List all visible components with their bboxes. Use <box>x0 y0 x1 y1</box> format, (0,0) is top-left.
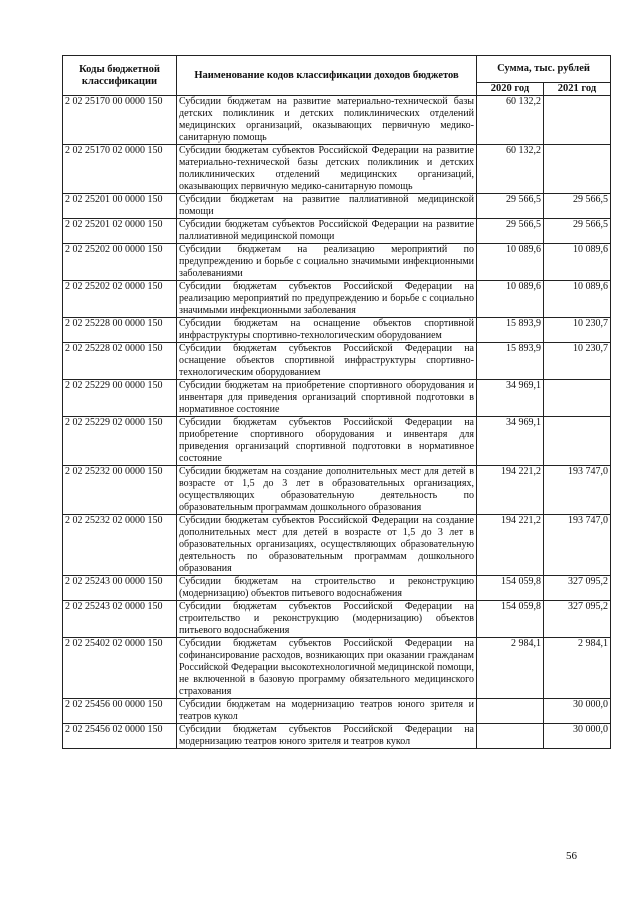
header-codes: Коды бюджетной классификации <box>63 56 177 96</box>
amount-2020-cell: 34 969,1 <box>477 417 544 466</box>
header-year-2021: 2021 год <box>544 83 611 96</box>
name-cell: Субсидии бюджетам субъектов Российской Федерации на софинансирование расходов, возникающих при оказании гражданам Российской Федерации высокотехнологичной медицинской помощи, не включенной в базовую программу обязательного медицинского страхования <box>177 638 477 699</box>
table-row <box>63 318 611 343</box>
amount-2020-cell: 29 566,5 <box>477 219 544 244</box>
table-row <box>63 244 611 281</box>
code-cell: 2 02 25170 00 0000 150 <box>63 96 177 145</box>
header-sum: Сумма, тыс. рублей <box>477 56 611 83</box>
amount-2021-cell <box>544 96 611 145</box>
code-cell: 2 02 25456 00 0000 150 <box>63 699 177 724</box>
amount-2020-cell: 29 566,5 <box>477 194 544 219</box>
amount-2020-cell <box>477 699 544 724</box>
amount-2020-cell: 10 089,6 <box>477 244 544 281</box>
page-number: 56 <box>566 850 577 862</box>
amount-2020-cell: 2 984,1 <box>477 638 544 699</box>
amount-2021-cell: 193 747,0 <box>544 466 611 515</box>
name-cell: Субсидии бюджетам на модернизацию театров юного зрителя и театров кукол <box>177 699 477 724</box>
amount-2021-cell: 29 566,5 <box>544 194 611 219</box>
name-cell: Субсидии бюджетам на оснащение объектов спортивной инфраструктуры спортивно-технологическим оборудованием <box>177 318 477 343</box>
amount-2021-cell <box>544 145 611 194</box>
table-row <box>63 380 611 417</box>
table-row <box>63 515 611 576</box>
table-body <box>63 96 611 749</box>
amount-2021-cell: 29 566,5 <box>544 219 611 244</box>
code-cell: 2 02 25201 02 0000 150 <box>63 219 177 244</box>
table-row <box>63 466 611 515</box>
name-cell: Субсидии бюджетам субъектов Российской Федерации на строительство и реконструкцию (модернизацию) объектов питьевого водоснабжения <box>177 601 477 638</box>
name-cell: Субсидии бюджетам субъектов Российской Федерации на оснащение объектов спортивной инфраструктуры спортивно-технологическим оборудованием <box>177 343 477 380</box>
amount-2020-cell: 15 893,9 <box>477 343 544 380</box>
amount-2021-cell: 327 095,2 <box>544 576 611 601</box>
name-cell: Субсидии бюджетам на реализацию мероприятий по предупреждению и борьбе с социально значимыми инфекционными заболеваниями <box>177 244 477 281</box>
table-row <box>63 601 611 638</box>
amount-2020-cell: 154 059,8 <box>477 576 544 601</box>
name-cell: Субсидии бюджетам на развитие материально-технической базы детских поликлиник и детских поликлинических отделений медицинских организаций, оказывающих первичную медико-санитарную помощь <box>177 96 477 145</box>
amount-2021-cell <box>544 417 611 466</box>
code-cell: 2 02 25243 00 0000 150 <box>63 576 177 601</box>
table-row <box>63 724 611 749</box>
amount-2021-cell: 2 984,1 <box>544 638 611 699</box>
name-cell: Субсидии бюджетам на создание дополнительных мест для детей в возрасте от 1,5 до 3 лет в образовательных организациях, осуществляющих образовательную деятельность по образовательным программам дошкольного образования <box>177 466 477 515</box>
amount-2020-cell <box>477 724 544 749</box>
code-cell: 2 02 25229 02 0000 150 <box>63 417 177 466</box>
code-cell: 2 02 25232 02 0000 150 <box>63 515 177 576</box>
amount-2021-cell: 10 089,6 <box>544 281 611 318</box>
name-cell: Субсидии бюджетам субъектов Российской Федерации на приобретение спортивного оборудования и инвентаря для приведения организаций спортивной подготовки в нормативное состояние <box>177 417 477 466</box>
table-row <box>63 96 611 145</box>
amount-2021-cell: 10 230,7 <box>544 318 611 343</box>
amount-2021-cell: 327 095,2 <box>544 601 611 638</box>
amount-2020-cell: 60 132,2 <box>477 96 544 145</box>
code-cell: 2 02 25201 00 0000 150 <box>63 194 177 219</box>
table-row <box>63 699 611 724</box>
table-row <box>63 638 611 699</box>
code-cell: 2 02 25229 00 0000 150 <box>63 380 177 417</box>
code-cell: 2 02 25232 00 0000 150 <box>63 466 177 515</box>
code-cell: 2 02 25202 02 0000 150 <box>63 281 177 318</box>
table-row <box>63 145 611 194</box>
amount-2021-cell: 30 000,0 <box>544 724 611 749</box>
amount-2021-cell <box>544 380 611 417</box>
code-cell: 2 02 25228 02 0000 150 <box>63 343 177 380</box>
table-row <box>63 576 611 601</box>
code-cell: 2 02 25228 00 0000 150 <box>63 318 177 343</box>
amount-2020-cell: 15 893,9 <box>477 318 544 343</box>
code-cell: 2 02 25456 02 0000 150 <box>63 724 177 749</box>
amount-2020-cell: 34 969,1 <box>477 380 544 417</box>
table-row <box>63 343 611 380</box>
table-row <box>63 194 611 219</box>
amount-2020-cell: 194 221,2 <box>477 515 544 576</box>
code-cell: 2 02 25243 02 0000 150 <box>63 601 177 638</box>
amount-2021-cell: 10 230,7 <box>544 343 611 380</box>
amount-2020-cell: 60 132,2 <box>477 145 544 194</box>
name-cell: Субсидии бюджетам на приобретение спортивного оборудования и инвентаря для приведения организаций спортивной подготовки в нормативное состояние <box>177 380 477 417</box>
table-row <box>63 219 611 244</box>
code-cell: 2 02 25402 02 0000 150 <box>63 638 177 699</box>
amount-2020-cell: 10 089,6 <box>477 281 544 318</box>
name-cell: Субсидии бюджетам субъектов Российской Федерации на создание дополнительных мест для детей в возрасте от 1,5 до 3 лет в образовательных организациях, осуществляющих образовательную деятельность по образовательным программам дошкольного образования <box>177 515 477 576</box>
header-name: Наименование кодов классификации доходов бюджетов <box>177 56 477 96</box>
name-cell: Субсидии бюджетам субъектов Российской Федерации на модернизацию театров юного зрителя и театров кукол <box>177 724 477 749</box>
name-cell: Субсидии бюджетам субъектов Российской Федерации на реализацию мероприятий по предупреждению и борьбе с социально значимыми инфекционными заболевания <box>177 281 477 318</box>
amount-2021-cell: 30 000,0 <box>544 699 611 724</box>
amount-2021-cell: 193 747,0 <box>544 515 611 576</box>
name-cell: Субсидии бюджетам субъектов Российской Федерации на развитие паллиативной медицинской помощи <box>177 219 477 244</box>
amount-2020-cell: 194 221,2 <box>477 466 544 515</box>
table-row <box>63 281 611 318</box>
header-year-2020: 2020 год <box>477 83 544 96</box>
code-cell: 2 02 25202 00 0000 150 <box>63 244 177 281</box>
revenue-codes-table <box>62 55 611 749</box>
name-cell: Субсидии бюджетам субъектов Российской Федерации на развитие материально-технической базы детских поликлиник и детских поликлинических отделений медицинских организаций, оказывающих первичную медико-санитарную помощь <box>177 145 477 194</box>
amount-2020-cell: 154 059,8 <box>477 601 544 638</box>
code-cell: 2 02 25170 02 0000 150 <box>63 145 177 194</box>
table-row <box>63 417 611 466</box>
name-cell: Субсидии бюджетам на строительство и реконструкцию (модернизацию) объектов питьевого водоснабжения <box>177 576 477 601</box>
amount-2021-cell: 10 089,6 <box>544 244 611 281</box>
name-cell: Субсидии бюджетам на развитие паллиативной медицинской помощи <box>177 194 477 219</box>
